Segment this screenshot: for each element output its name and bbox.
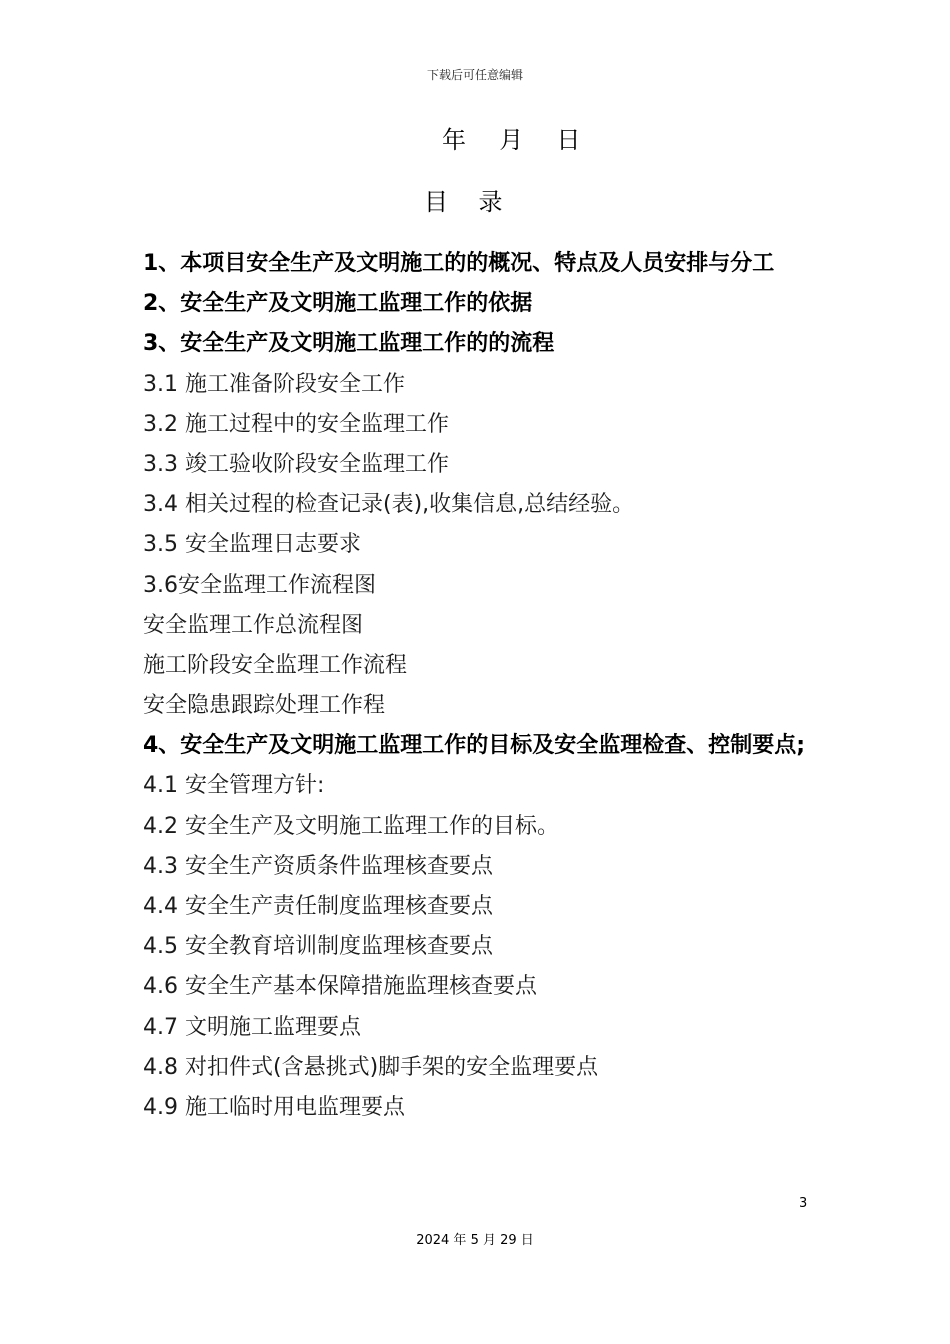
toc-item: 安全隐患跟踪处理工作程 [143, 693, 386, 719]
header-note: 下载后可任意编辑 [426, 68, 523, 82]
toc-item: 3.4 相关过程的检查记录(表),收集信息,总结经验。 [143, 492, 635, 518]
toc-item: 3.5 安全监理日志要求 [143, 532, 361, 558]
toc-item: 4.2 安全生产及文明施工监理工作的目标。 [143, 813, 559, 839]
toc-item: 4.1 安全管理方针: [143, 773, 325, 799]
toc-item: 3.2 施工过程中的安全监理工作 [143, 411, 449, 437]
toc-item: 安全监理工作总流程图 [143, 612, 364, 638]
toc-item: 4.4 安全生产责任制度监理核查要点 [143, 894, 493, 920]
toc-item: 4.7 文明施工监理要点 [143, 1014, 361, 1040]
toc-item: 4、安全生产及文明施工监理工作的目标及安全监理检查、控制要点; [143, 733, 806, 759]
toc-item: 3.1 施工准备阶段安全工作 [143, 371, 405, 397]
footer-date: 2024 年 5 月 29 日 [416, 1233, 534, 1248]
toc-item: 4.9 施工临时用电监理要点 [143, 1094, 405, 1120]
toc-item: 4.6 安全生产基本保障措施监理核查要点 [143, 974, 537, 1000]
toc-item: 3.3 竣工验收阶段安全监理工作 [143, 451, 449, 477]
toc-item: 3.6安全监理工作流程图 [143, 572, 376, 598]
date-line: 年 月 日 [442, 126, 587, 154]
table-of-contents [143, 244, 823, 1128]
toc-item: 4.5 安全教育培训制度监理核查要点 [143, 934, 493, 960]
page-number: 3 [799, 1196, 808, 1211]
toc-title: 目 录 [424, 188, 503, 216]
toc-item: 1、本项目安全生产及文明施工的的概况、特点及人员安排与分工 [143, 251, 775, 276]
toc-item: 施工阶段安全监理工作流程 [143, 652, 408, 678]
toc-item: 2、安全生产及文明施工监理工作的依据 [143, 291, 533, 317]
toc-item: 4.8 对扣件式(含悬挑式)脚手架的安全监理要点 [143, 1054, 599, 1080]
toc-item: 3、安全生产及文明施工监理工作的的流程 [143, 331, 555, 357]
toc-item: 4.3 安全生产资质条件监理核查要点 [143, 853, 493, 879]
